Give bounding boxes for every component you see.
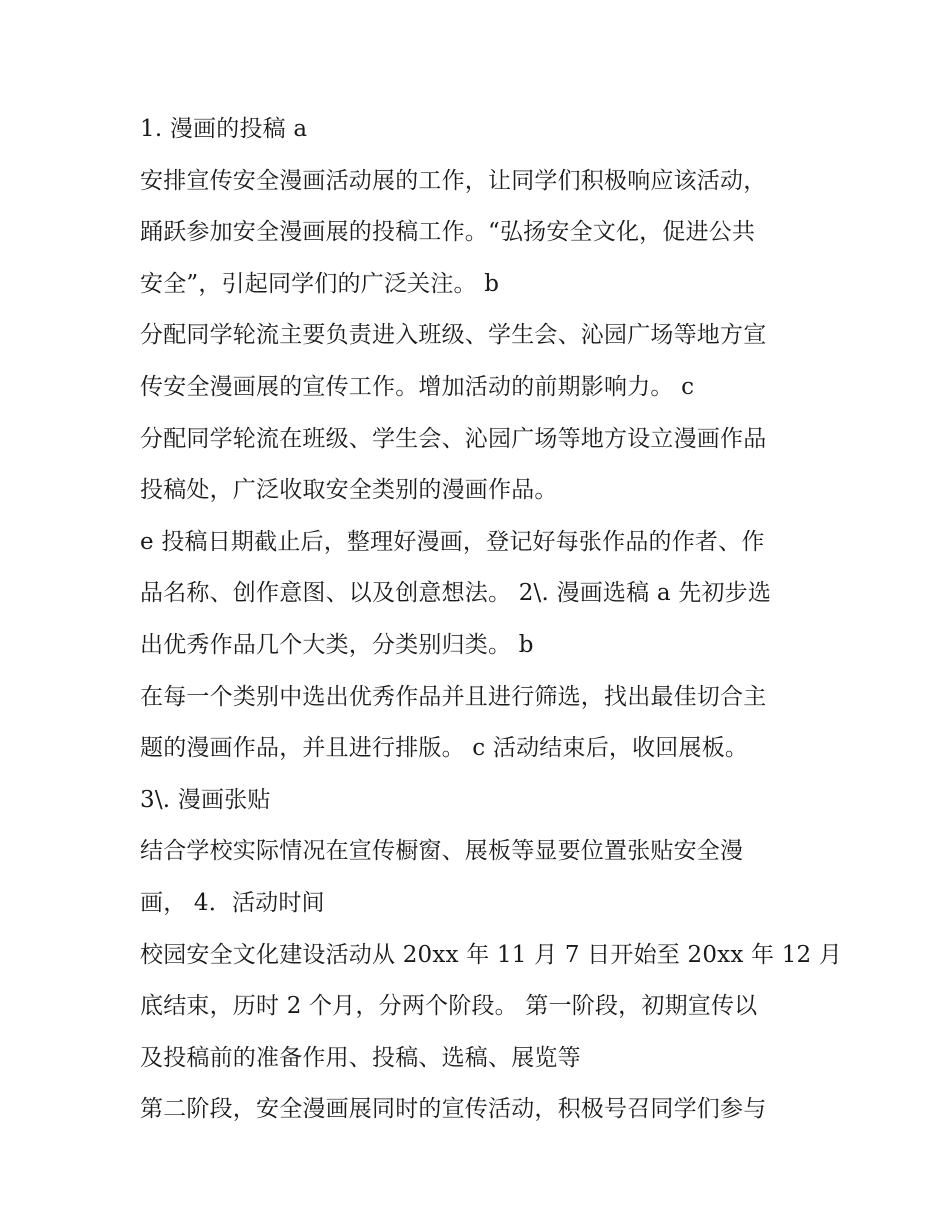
text-line: e 投稿日期截止后，整理好漫画，登记好每张作品的作者、作: [140, 528, 765, 555]
text-line: 传安全漫画展的宣传工作。增加活动的前期影响力。 c: [140, 373, 695, 400]
text-line: 底结束，历时 2 个月，分两个阶段。 第一阶段，初期宣传以: [140, 993, 758, 1020]
text-line: 投稿处，广泛收取安全类别的漫画作品。: [140, 477, 558, 504]
text-line: 1. 漫画的投稿 a: [140, 116, 308, 142]
text-line: 3\. 漫画张贴: [140, 786, 271, 813]
text-line: 安排宣传安全漫画活动展的工作，让同学们积极响应该活动，: [140, 167, 767, 194]
text-line: 出优秀作品几个大类，分类别归类。 b: [140, 631, 534, 658]
text-line: 校园安全文化建设活动从 20xx 年 11 月 7 日开始至 20xx 年 12 月: [140, 941, 843, 968]
text-line: 画， 4．活动时间: [140, 889, 325, 916]
text-line: 及投稿前的准备作用、投稿、选稿、展览等: [140, 1044, 581, 1071]
text-line: 品名称、创作意图、以及创意想法。 2\. 漫画选稿 a 先初步选: [140, 580, 772, 607]
document-page: [140, 104, 843, 1136]
text-line: 踊跃参加安全漫画展的投稿工作。“弘扬安全文化，促进公共: [140, 219, 756, 246]
text-line: 分配同学轮流在班级、学生会、沁园广场等地方设立漫画作品: [140, 425, 767, 452]
text-line: 第二阶段，安全漫画展同时的宣传活动，积极号召同学们参与: [140, 1096, 767, 1123]
text-line: 在每一个类别中选出优秀作品并且进行筛选，找出最佳切合主: [140, 683, 767, 710]
text-line: 安全”，引起同学们的广泛关注。 b: [140, 270, 500, 297]
text-line: 分配同学轮流主要负责进入班级、学生会、沁园广场等地方宣: [140, 322, 767, 349]
text-line: 题的漫画作品，并且进行排版。 c 活动结束后，收回展板。: [140, 735, 749, 762]
text-line: 结合学校实际情况在宣传橱窗、展板等显要位置张贴安全漫: [140, 838, 744, 865]
